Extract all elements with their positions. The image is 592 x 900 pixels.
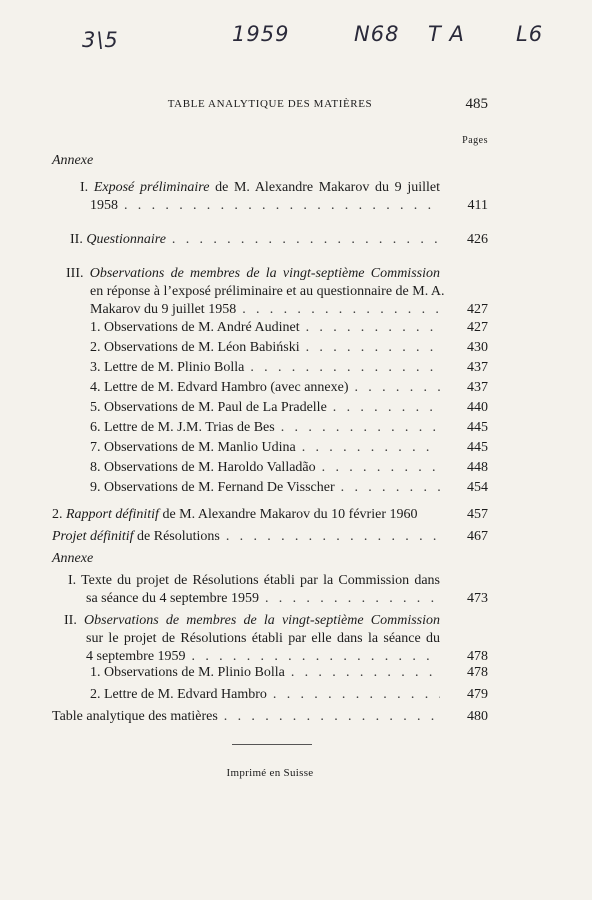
toc-italic-title: Questionnaire	[86, 232, 166, 247]
toc-line	[90, 379, 440, 397]
toc-line-text	[52, 528, 220, 546]
imprint-line: Imprimé en Suisse	[226, 767, 314, 779]
toc-line	[90, 419, 440, 437]
toc-line	[66, 265, 440, 283]
running-header	[52, 98, 488, 116]
toc-entry-text	[68, 572, 440, 608]
toc-line	[90, 339, 440, 357]
toc-text-segment: 2. Lettre de M. Edvard Hambro	[90, 687, 267, 702]
handwritten-note: T A	[428, 22, 465, 46]
toc-entry-text	[64, 612, 440, 666]
toc-line	[90, 664, 440, 682]
toc-line	[90, 399, 440, 417]
dot-leader	[250, 359, 440, 377]
toc-entry-text	[90, 459, 440, 477]
toc-line-text	[90, 686, 267, 704]
running-title: TABLE ANALYTIQUE DES MATIÈRES	[167, 98, 373, 110]
toc-text-segment: 4. Lettre de M. Edvard Hambro (avec annexe)	[90, 380, 349, 395]
toc-line-text	[90, 419, 275, 437]
toc-text-segment: Table analytique des matières	[52, 709, 218, 724]
toc-line	[52, 550, 440, 568]
toc-line-text	[90, 339, 300, 357]
toc-text-segment: III.	[66, 266, 90, 281]
toc-entry-text	[90, 379, 440, 397]
toc-line-text	[80, 180, 440, 195]
toc-line	[86, 630, 440, 648]
toc-text-segment: 5. Observations de M. Paul de La Pradelle	[90, 400, 327, 415]
pages-column-label: Pages	[462, 135, 488, 146]
dot-leader	[306, 339, 440, 357]
toc-text-segment: II.	[64, 613, 85, 628]
toc-entry-text	[90, 339, 440, 357]
toc-page-number: 430	[467, 340, 488, 355]
toc-line	[52, 152, 440, 170]
toc-line	[90, 686, 440, 704]
toc-entry-text	[52, 528, 440, 546]
toc-italic-title: Observations de membres de la vingt-septième Commission	[89, 266, 440, 281]
toc-line	[90, 283, 445, 301]
toc-line	[90, 359, 440, 377]
toc-text-segment: 2. Observations de M. Léon Babiński	[90, 340, 300, 355]
page-number: 485	[465, 96, 488, 112]
toc-text-segment: en réponse à l’exposé préliminaire et au questionnaire de M. A.	[90, 284, 445, 299]
toc-line-text	[86, 590, 259, 608]
toc-entry-text	[90, 479, 440, 497]
toc-entry-text	[80, 179, 440, 215]
toc-line-text	[70, 231, 166, 249]
toc-line-text	[90, 319, 300, 337]
toc-page-number: 411	[467, 198, 488, 213]
toc-page-number: 427	[467, 320, 488, 335]
toc-page-number: 478	[467, 649, 488, 664]
handwritten-note: N68	[354, 22, 400, 46]
toc-entry-text	[66, 265, 445, 319]
toc-entry-text	[90, 319, 440, 337]
toc-italic-title: Projet définitif	[52, 529, 134, 544]
toc-text-segment: I.	[80, 180, 94, 195]
dot-leader	[124, 197, 440, 215]
toc-text-segment: Texte du projet de Résolutions établi par la Commission dans	[81, 573, 440, 588]
toc-text-segment: de Résolutions	[133, 529, 220, 544]
handwritten-note: 3\5	[82, 28, 119, 52]
toc-line-text	[90, 379, 349, 397]
toc-line-text	[52, 551, 93, 566]
toc-page-number: 467	[467, 529, 488, 544]
toc-page-number: 437	[467, 380, 488, 395]
toc-line	[52, 528, 440, 546]
toc-line-text	[90, 479, 335, 497]
toc-line	[90, 319, 440, 337]
toc-text-segment: sa séance du 4 septembre 1959	[86, 591, 259, 606]
toc-text-segment: 7. Observations de M. Manlio Udina	[90, 440, 296, 455]
dot-leader	[306, 319, 440, 337]
toc-page-number: 426	[467, 232, 488, 247]
toc-line	[68, 572, 440, 590]
toc-page-number: 445	[467, 440, 488, 455]
dot-leader	[226, 528, 440, 546]
toc-page-number: 454	[467, 480, 488, 495]
toc-entry-text	[70, 231, 440, 249]
toc-text-segment: 2.	[52, 507, 66, 522]
toc-text-segment: 4 septembre 1959	[86, 649, 186, 664]
toc-line	[90, 197, 440, 215]
toc-text-segment: de M. Alexandre Makarov du 9 juillet	[209, 180, 440, 195]
dot-leader	[265, 590, 440, 608]
toc-entry-text	[90, 419, 440, 437]
toc-line-text	[86, 631, 440, 646]
toc-line	[64, 612, 440, 630]
toc-page-number: 478	[467, 665, 488, 680]
toc-italic-title: Rapport définitif	[66, 507, 159, 522]
toc-line	[52, 506, 440, 524]
toc-line-text	[90, 301, 236, 319]
toc-entry-text	[52, 152, 440, 170]
toc-entry-text	[52, 708, 440, 726]
toc-entry-text	[90, 439, 440, 457]
handwritten-note: 1959	[232, 22, 290, 46]
handwritten-note: L6	[516, 22, 544, 46]
toc-line-text	[90, 664, 285, 682]
toc-entry-text	[52, 506, 440, 524]
dot-leader	[322, 459, 440, 477]
toc-page-number: 440	[467, 400, 488, 415]
toc-line-text	[52, 507, 418, 522]
dot-leader	[341, 479, 440, 497]
toc-line	[86, 590, 440, 608]
toc-page-number: 437	[467, 360, 488, 375]
toc-text-segment: 3. Lettre de M. Plinio Bolla	[90, 360, 245, 375]
toc-line-text	[90, 284, 445, 299]
toc-line-text	[52, 708, 218, 726]
dot-leader	[172, 231, 440, 249]
dot-leader	[302, 439, 440, 457]
toc-text-segment: 1958	[90, 198, 118, 213]
toc-page-number: 427	[467, 302, 488, 317]
toc-text-segment: Makarov du 9 juillet 1958	[90, 302, 237, 317]
toc-line	[80, 179, 440, 197]
toc-entry-text	[90, 399, 440, 417]
toc-line-text	[66, 266, 440, 281]
handwritten-annotations	[0, 22, 592, 62]
toc-line-text	[64, 613, 440, 628]
toc-text-segment: 6. Lettre de M. J.M. Trias de Bes	[90, 420, 275, 435]
toc-page-number: 473	[467, 591, 488, 606]
toc-line	[90, 439, 440, 457]
dot-leader	[273, 686, 440, 704]
dot-leader	[224, 708, 440, 726]
toc-text-segment: de M. Alexandre Makarov du 10 février 1960	[158, 507, 418, 522]
toc-line	[90, 479, 440, 497]
toc-text-segment: 1. Observations de M. André Audinet	[90, 320, 300, 335]
toc-text-segment: II.	[70, 232, 87, 247]
toc-text-segment: 9. Observations de M. Fernand De Visscher	[90, 480, 335, 495]
toc-page-number: 480	[467, 709, 488, 724]
toc-line	[90, 459, 440, 477]
toc-page-number: 479	[467, 687, 488, 702]
divider-rule	[232, 744, 312, 745]
toc-italic-title: Annexe	[52, 551, 94, 566]
toc-line	[70, 231, 440, 249]
toc-entry-text	[90, 664, 440, 682]
toc-page-number: 445	[467, 420, 488, 435]
toc-entry-text	[52, 550, 440, 568]
toc-text-segment: I.	[68, 573, 82, 588]
toc-italic-title: Observations de membres de la vingt-septième Commission	[84, 613, 441, 628]
toc-line-text	[90, 359, 244, 377]
dot-leader	[281, 419, 440, 437]
toc-entry-text	[90, 686, 440, 704]
toc-text-segment: sur le projet de Résolutions établi par elle dans la séance du	[86, 631, 440, 646]
toc-italic-title: Exposé préliminaire	[93, 180, 210, 195]
dot-leader	[333, 399, 440, 417]
toc-line	[90, 301, 440, 319]
toc-line-text	[68, 573, 440, 588]
toc-text-segment: 8. Observations de M. Haroldo Valladão	[90, 460, 316, 475]
dot-leader	[355, 379, 441, 397]
toc-line-text	[52, 153, 93, 168]
toc-entry-text	[90, 359, 440, 377]
toc-line	[52, 708, 440, 726]
dot-leader	[291, 664, 440, 682]
toc-line-text	[90, 399, 327, 417]
dot-leader	[242, 301, 440, 319]
toc-text-segment: 1. Observations de M. Plinio Bolla	[90, 665, 285, 680]
toc-italic-title: Annexe	[52, 153, 94, 168]
toc-line-text	[90, 197, 118, 215]
toc-page-number: 457	[467, 507, 488, 522]
toc-line-text	[90, 439, 296, 457]
toc-page-number: 448	[467, 460, 488, 475]
toc-line-text	[90, 459, 316, 477]
